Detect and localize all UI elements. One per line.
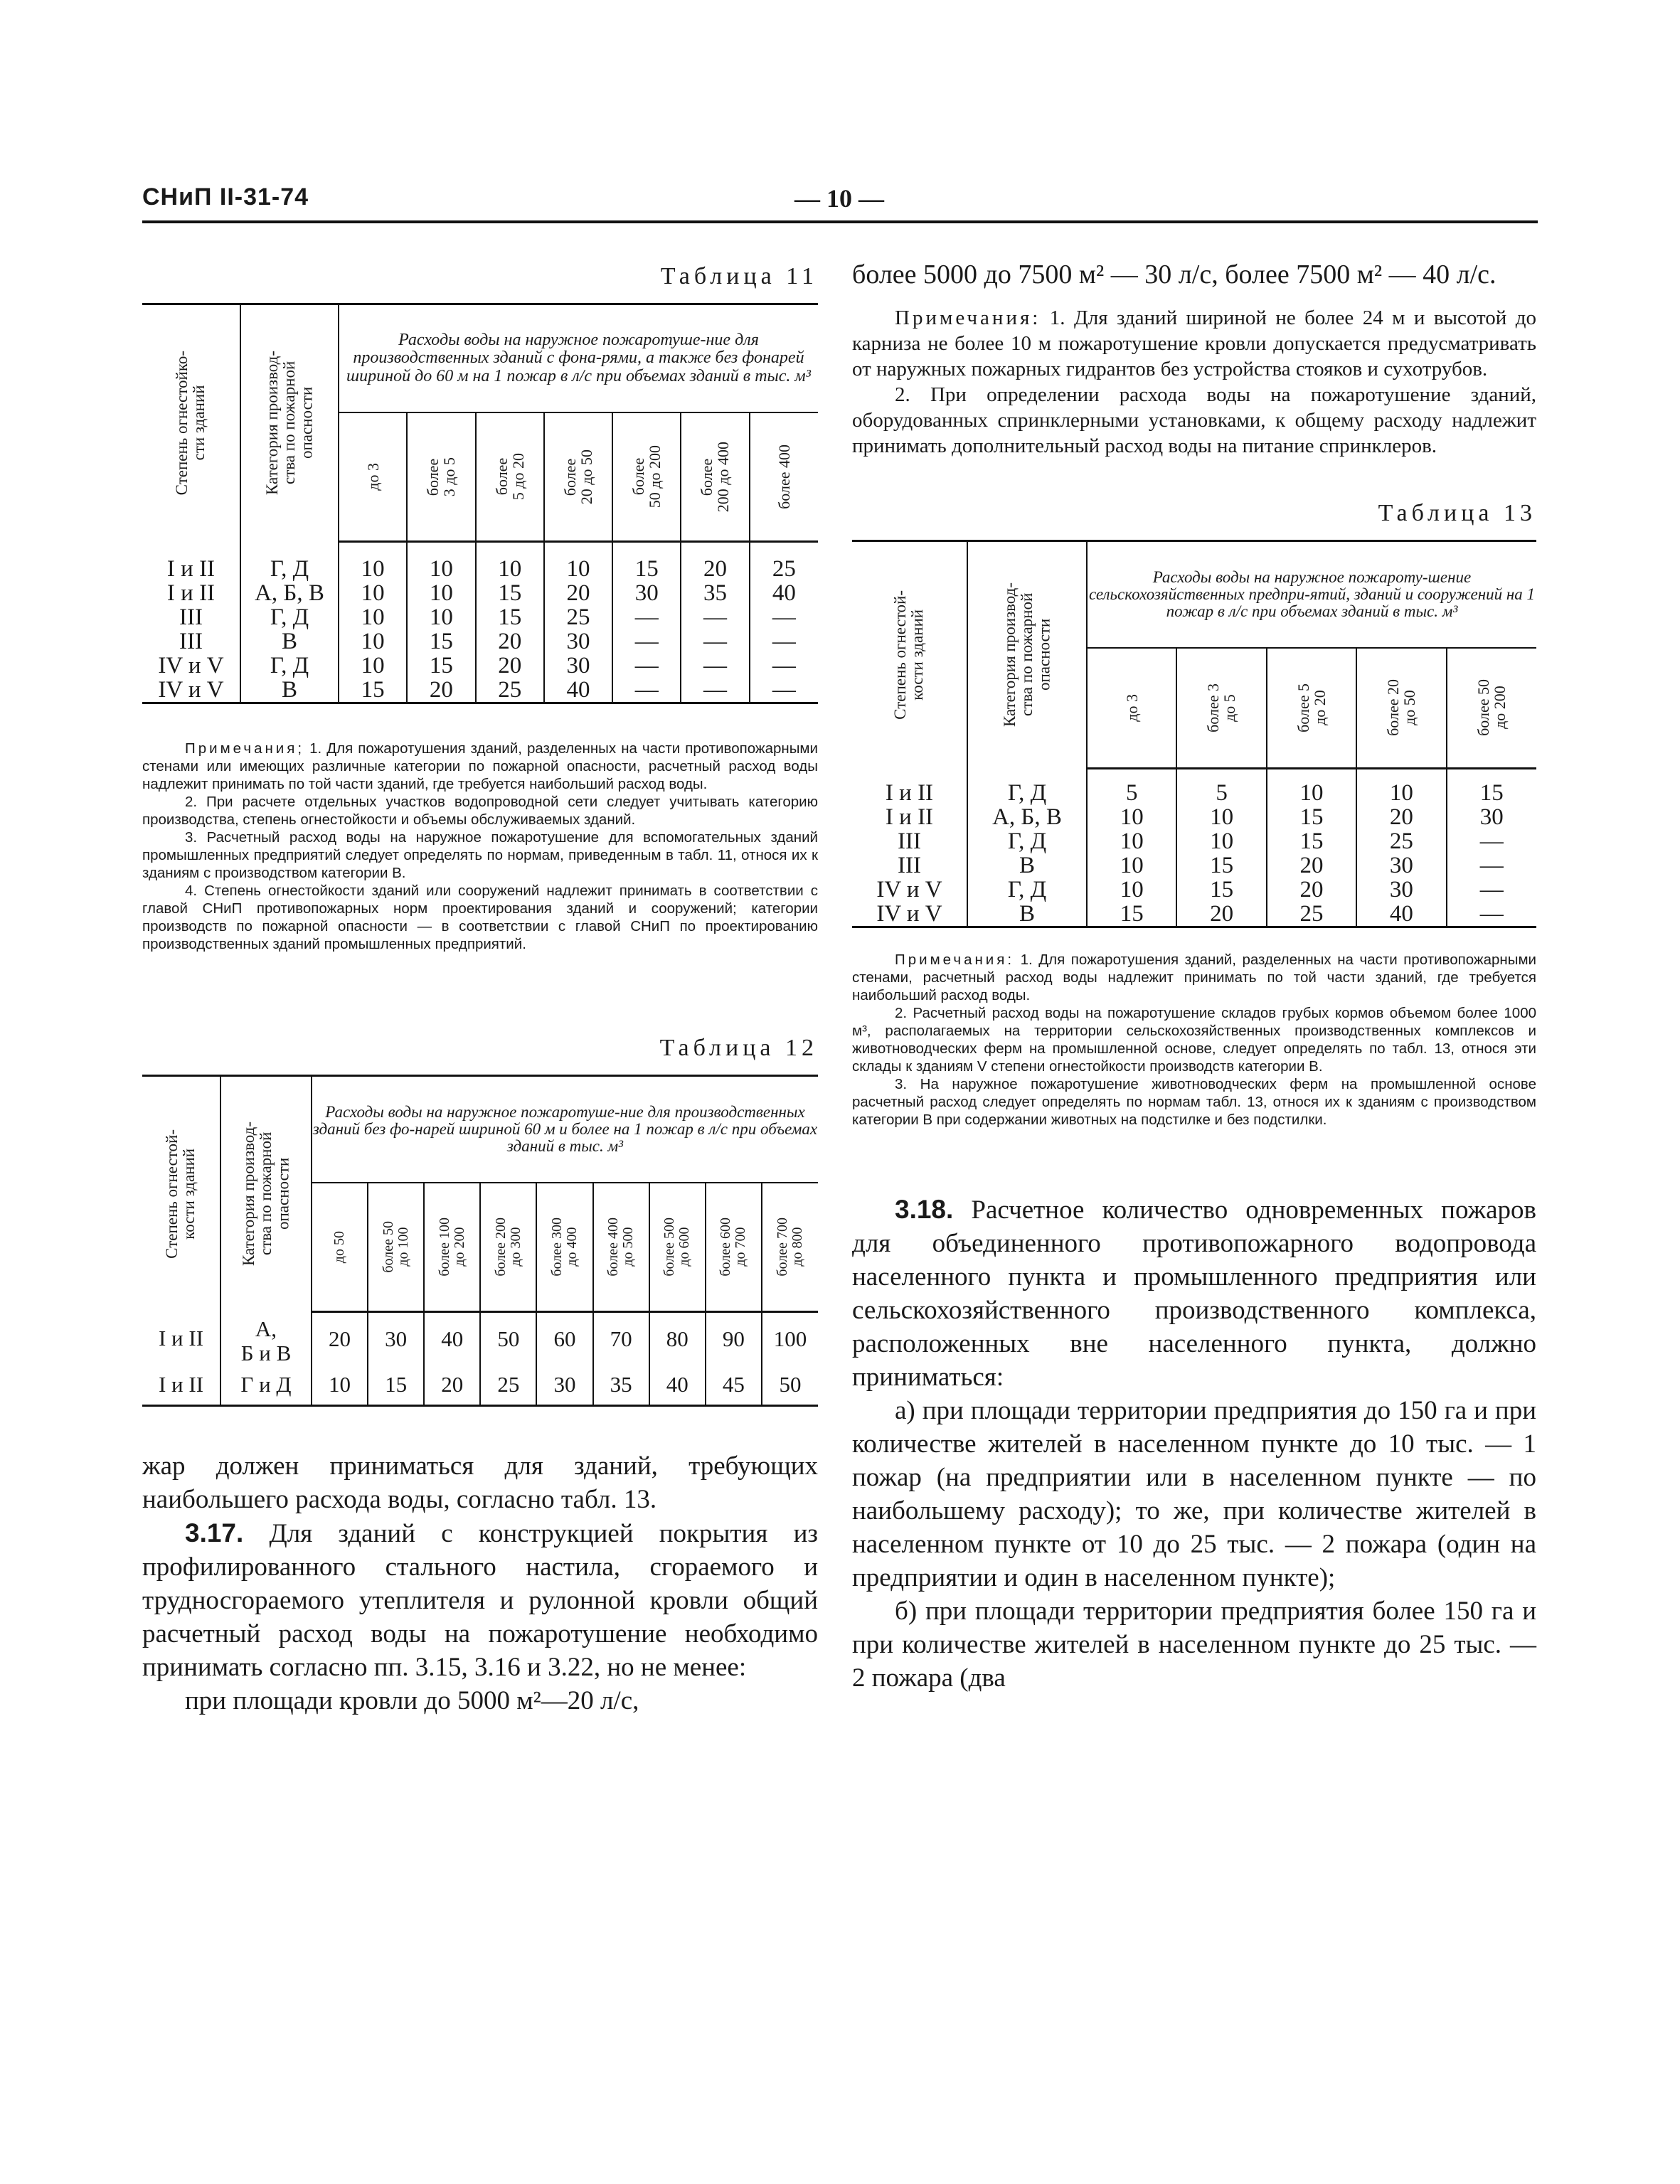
table-cell: IV и V [158, 653, 224, 678]
table-cell: А, Б, В [967, 805, 1087, 829]
table-11-caption: Таблица 11 [660, 263, 818, 289]
table-cell: 10 [1176, 805, 1266, 829]
table-cell: I и II [158, 1326, 204, 1351]
table-cell: 90 [706, 1311, 762, 1365]
table-cell: 20 [1356, 805, 1446, 829]
table-cell: 100 [762, 1311, 818, 1365]
table-11-subhead: более 5 до 20 [476, 412, 544, 541]
table-13 [852, 540, 1536, 928]
table-11-head-fire-resistance: Степень огнестойко- сти зданий [142, 304, 240, 542]
table-cell: Г, Д [240, 605, 339, 629]
table-cell: — [1447, 829, 1536, 853]
table-cell: 25 [1356, 829, 1446, 853]
table-cell: III [179, 629, 203, 654]
table-cell: 50 [762, 1365, 818, 1405]
table-cell: 30 [1447, 805, 1536, 829]
table-12-head-fire-resistance: Степень огнестой- кости зданий [142, 1076, 220, 1312]
table-cell: I и II [158, 1372, 204, 1397]
left-body-text [142, 1449, 818, 1717]
paragraph-3-17: 3.17. Для зданий с конструкцией покрытия из профилированного стального настила, сгораемого и трудносгораемого утеплителя и рулонной кровли общий расчетный расход воды на пожаротушение необходимо принимать согласно пп. 3.15, 3.16 и 3.22, но не менее: [142, 1518, 818, 1682]
table-cell: 25 [476, 678, 544, 703]
table-cell: А, Б, В [240, 581, 339, 605]
table-row [142, 629, 818, 654]
table-cell: В [240, 678, 339, 703]
table-cell: 10 [339, 629, 407, 654]
table-cell: 25 [1267, 902, 1356, 927]
table-cell: Г, Д [967, 829, 1087, 853]
table-cell: 30 [544, 654, 612, 678]
table-cell: — [612, 629, 681, 654]
paragraph: более 5000 до 7500 м² — 30 л/с, более 7500 м² — 40 л/с. [852, 260, 1496, 289]
table-cell: 15 [1267, 829, 1356, 853]
table-cell: В [967, 902, 1087, 927]
table-cell: 20 [407, 678, 475, 703]
note-item: 2. При определении расхода воды на пожаротушение зданий, оборудованных спринклерными установками, к общему расходу надлежит принимать дополнительный расход воды на питание спринклеров. [852, 383, 1536, 457]
note-item: 2. Расчетный расход воды на пожаротушение складов грубых кормов объемом более 1000 м³, располагаемых на территории сельскохозяйственных производственных комплексов и животноводческих ферм на промышленной основе, следует определять по табл. 13, относя эти склады к зданиям V степени огнестойкости производств категории В. [852, 1005, 1536, 1075]
table-cell: 10 [312, 1365, 368, 1405]
table-cell: 25 [750, 541, 818, 581]
table-cell: — [750, 629, 818, 654]
note-item: 4. Степень огнестойкости зданий или сооружений надлежит принимать в соответствии с главой СНиП противопожарных норм проектирования зданий и сооружений; категории производств по пожарной опасности — в соответствии с главой СНиП по проектированию производственных зданий промышленных предприятий. [142, 883, 818, 952]
table-cell: В [967, 853, 1087, 878]
table-cell: — [1447, 853, 1536, 878]
table-13-subhead: более 3 до 5 [1176, 648, 1266, 768]
table-12-subhead: до 50 [312, 1183, 368, 1311]
table-cell: — [750, 605, 818, 629]
table-cell: 10 [1267, 768, 1356, 805]
table-cell: I и II [166, 556, 216, 582]
notes-label: Примечания: [895, 952, 1015, 968]
note-item: 2. При расчете отдельных участков водопроводной сети следует учитывать категорию производства, степень огнестойкости и объемы обслуживаемых зданий. [142, 794, 818, 828]
table-cell: 10 [339, 605, 407, 629]
right-column [852, 257, 1536, 1695]
table-row [852, 768, 1536, 805]
table-cell: — [612, 678, 681, 703]
table-cell: — [1447, 902, 1536, 927]
table-cell: 20 [544, 581, 612, 605]
paragraph: б) при площади территории предприятия более 150 га и при количестве жителей в населенном пункте до 25 тыс. — 2 пожара (два [852, 1597, 1536, 1693]
table-cell: 20 [476, 629, 544, 654]
notes-label: Примечания: [895, 307, 1041, 329]
table-cell: IV и V [158, 677, 224, 703]
header-rule [142, 220, 1538, 223]
table-11-subhead: более 200 до 400 [681, 412, 749, 541]
table-cell: 10 [1087, 805, 1176, 829]
table-cell: 40 [544, 678, 612, 703]
table-cell: — [612, 654, 681, 678]
table-cell: 15 [476, 581, 544, 605]
table-cell: 20 [1267, 853, 1356, 878]
table-12-subhead: более 400 до 500 [593, 1183, 649, 1311]
table-cell: 15 [407, 654, 475, 678]
table-12-head-group: Расходы воды на наружное пожаротуше-ние для производственных зданий без фо-нарей шириной 60 м и более на 1 пожар в л/с при объемах зданий в тыс. м³ [312, 1076, 818, 1183]
table-cell: — [750, 654, 818, 678]
table-12 [142, 1075, 818, 1407]
table-cell: 50 [480, 1311, 536, 1365]
table-cell: Г и Д [220, 1365, 312, 1405]
table-cell: Г, Д [240, 541, 339, 581]
table-cell: — [681, 629, 749, 654]
table-cell: 15 [1176, 878, 1266, 902]
table-12-caption: Таблица 12 [659, 1035, 818, 1061]
right-top-text [852, 257, 1536, 292]
table-13-notes: Примечания: 1. Для пожаротушения зданий, разделенных на части противопожарными стенами, расчетный расход воды надлежит принимать по той части зданий, где требуется наибольший расход воды. 2. Расчетный расход воды на пожаротушение складов грубых кормов объемом более 1000 м³, располагаемых на территории сельскохозяйственных производственных комплексов и животноводческих ферм на промышленной основе, следует определять по табл. 13, относя эти склады к зданиям V степени огнестойкости производств категории В. 3. На наружное пожаротушение животноводческих ферм на промышленной основе расчетный расход следует определять по нормам табл. 13, относя их к зданиям с производством категории В при содержании животных на подстилке и без подстилки. [852, 952, 1536, 1128]
note-item: 3. Расчетный расход воды на наружное пожаротушение для вспомогательных зданий промышленных предприятий следует определять по нормам, приведенным в табл. 11, относя их к зданиям с производством категории В. [142, 829, 818, 881]
table-row [142, 654, 818, 678]
table-cell: 10 [407, 581, 475, 605]
table-cell: 15 [407, 629, 475, 654]
table-11-subhead: более 50 до 200 [612, 412, 681, 541]
table-cell: 30 [1356, 853, 1446, 878]
table-cell: 15 [368, 1365, 424, 1405]
table-cell: 20 [424, 1365, 480, 1405]
table-12-subhead: более 50 до 100 [368, 1183, 424, 1311]
table-cell: 10 [339, 541, 407, 581]
table-cell: 10 [1356, 768, 1446, 805]
table-cell: 25 [544, 605, 612, 629]
table-cell: 20 [312, 1311, 368, 1365]
page-number: — 10 — [794, 184, 884, 213]
table-cell: В [240, 629, 339, 654]
table-cell: 70 [593, 1311, 649, 1365]
table-12-subhead: более 700 до 800 [762, 1183, 818, 1311]
table-11 [142, 303, 818, 704]
table-13-head-fire-resistance: Степень огнестой- кости зданий [852, 541, 967, 769]
table-cell: 35 [593, 1365, 649, 1405]
table-13-caption: Таблица 13 [1378, 500, 1536, 526]
table-13-subhead: до 3 [1087, 648, 1176, 768]
paragraph: а) при площади территории предприятия до 150 га и при количестве жителей в населенном пункте до 10 тыс. — 1 пожар (на предприятии или в населенном пункте — по наибольшему расходу); то же, при количестве жителей в населенном пункте от 10 до 25 тыс. — 2 пожара (один на предприятии и один в населенном пункте); [852, 1396, 1536, 1592]
table-11-subhead: более 3 до 5 [407, 412, 475, 541]
table-cell: — [612, 605, 681, 629]
left-column [142, 263, 818, 1717]
table-cell: — [681, 605, 749, 629]
table-cell: I и II [885, 804, 934, 830]
table-row [852, 829, 1536, 853]
table-cell: 5 [1087, 768, 1176, 805]
table-cell: 15 [339, 678, 407, 703]
table-cell: — [1447, 878, 1536, 902]
table-cell: 20 [681, 541, 749, 581]
page-header [142, 183, 1536, 226]
table-cell: 20 [476, 654, 544, 678]
table-row [142, 1365, 818, 1405]
table-cell: 20 [1267, 878, 1356, 902]
table-cell: 80 [649, 1311, 706, 1365]
table-13-subhead: более 5 до 20 [1267, 648, 1356, 768]
table-cell: 10 [407, 605, 475, 629]
table-row [852, 902, 1536, 927]
table-cell: Г, Д [967, 878, 1087, 902]
table-cell: 45 [706, 1365, 762, 1405]
table-cell: 30 [536, 1365, 592, 1405]
table-cell: 35 [681, 581, 749, 605]
table-cell: 25 [480, 1365, 536, 1405]
table-cell: 10 [1087, 878, 1176, 902]
table-cell: 40 [1356, 902, 1446, 927]
table-cell: 15 [1447, 768, 1536, 805]
table-11-subhead: более 20 до 50 [544, 412, 612, 541]
table-cell: 10 [339, 581, 407, 605]
table-cell: 30 [1356, 878, 1446, 902]
table-11-subhead: до 3 [339, 412, 407, 541]
section-3-18 [852, 1193, 1536, 1695]
table-12-head-category: Категория производ- ства по пожарной опасности [220, 1076, 312, 1312]
table-row [142, 541, 818, 581]
table-cell: 10 [544, 541, 612, 581]
paragraph: жар должен приниматься для зданий, требующих наибольшего расхода воды, согласно табл. 13. [142, 1451, 818, 1514]
table-cell: Г, Д [967, 768, 1087, 805]
table-cell: 15 [1267, 805, 1356, 829]
table-cell: — [750, 678, 818, 703]
table-cell: — [681, 678, 749, 703]
table-row [852, 805, 1536, 829]
table-cell: 10 [1087, 853, 1176, 878]
table-row [142, 678, 818, 703]
table-cell: 15 [612, 541, 681, 581]
table-11-head-group: Расходы воды на наружное пожаротуше-ние для производственных зданий с фона-рями, а также без фонарей шириной до 60 м на 1 пожар в л/с при объемах зданий в тыс. м³ [339, 304, 818, 413]
table-cell: 20 [1176, 902, 1266, 927]
table-cell: 40 [424, 1311, 480, 1365]
table-cell: 10 [1087, 829, 1176, 853]
table-cell: IV и V [876, 901, 942, 927]
table-cell: III [179, 604, 203, 630]
table-13-head-category: Категория производ- ства по пожарной опасности [967, 541, 1087, 769]
table-12-subhead: более 600 до 700 [706, 1183, 762, 1311]
table-cell: 10 [339, 654, 407, 678]
table-12-subhead: более 500 до 600 [649, 1183, 706, 1311]
right-notes: Примечания: 1. Для зданий шириной не более 24 м и высотой до карниза не более 10 м пожаротушение кровли допускается предусматривать от наружных пожарных гидрантов без устройства стояков и сухотрубов. 2. При определении расхода воды на пожаротушение зданий, оборудованных спринклерными установками, к общему расходу надлежит принимать дополнительный расход воды на питание спринклеров. [852, 307, 1536, 457]
table-cell: 15 [1087, 902, 1176, 927]
notes-label: Примечания; [185, 740, 305, 757]
table-cell: 15 [1176, 853, 1266, 878]
table-cell: 40 [649, 1365, 706, 1405]
table-cell: Г, Д [240, 654, 339, 678]
table-cell: I и II [885, 780, 934, 806]
table-row [142, 605, 818, 629]
table-cell: III [898, 853, 921, 878]
table-row [852, 878, 1536, 902]
table-row [852, 853, 1536, 878]
table-cell: 5 [1176, 768, 1266, 805]
table-cell: 60 [536, 1311, 592, 1365]
table-12-subhead: более 300 до 400 [536, 1183, 592, 1311]
table-cell: 30 [544, 629, 612, 654]
table-13-head-group: Расходы воды на наружное пожароту-шение сельскохозяйственных предпри-ятий, зданий и сооружений на 1 пожар в л/с при объемах зданий в тыс. м³ [1087, 541, 1536, 649]
table-11-subhead: более 400 [750, 412, 818, 541]
table-12-subhead: более 100 до 200 [424, 1183, 480, 1311]
paragraph: при площади кровли до 5000 м²—20 л/с, [185, 1685, 639, 1715]
table-cell: А, Б и В [220, 1311, 312, 1365]
table-13-subhead: более 20 до 50 [1356, 648, 1446, 768]
table-row [142, 581, 818, 605]
document-code: СНиП II-31-74 [142, 183, 309, 211]
table-cell: III [898, 829, 921, 854]
note-item: 3. На наружное пожаротушение животноводческих ферм на промышленной основе расчетный расход следует определять по нормам табл. 13, относя их к зданиям с производством категории В при содержании животных на подстилке и без подстилки. [852, 1076, 1536, 1128]
table-13-subhead: более 50 до 200 [1447, 648, 1536, 768]
table-cell: I и II [166, 580, 216, 606]
table-cell: IV и V [876, 877, 942, 902]
table-cell: 10 [476, 541, 544, 581]
paragraph-3-18: 3.18. Расчетное количество одновременных пожаров для объединенного противопожарного водопровода населенного пункта и промышленного предприятия или сельскохозяйственного производственного комплекса, расположенных вне населенного пункта, должно приниматься: [852, 1195, 1536, 1392]
table-11-notes: Примечания; 1. Для пожаротушения зданий, разделенных на части противопожарными стенами или имеющих различные категории по пожарной опасности, расчетный расход воды надлежит принимать по той части зданий, где требуется наибольший расход воды. 2. При расчете отдельных участков водопроводной сети следует учитывать категорию производства, степень огнестойкости и объемы обслуживаемых зданий. 3. Расчетный расход воды на наружное пожаротушение для вспомогательных зданий промышленных предприятий следует определять по нормам, приведенным в табл. 11, относя их к зданиям с производством категории В. 4. Степень огнестойкости зданий или сооружений надлежит принимать в соответствии с главой СНиП противопожарных норм проектирования зданий и сооружений; категории производств по пожарной опасности — в соответствии с главой СНиП по проектированию производственных зданий промышленных предприятий. [142, 740, 818, 952]
table-cell: 10 [407, 541, 475, 581]
table-cell: 30 [612, 581, 681, 605]
table-cell: — [681, 654, 749, 678]
table-cell: 40 [750, 581, 818, 605]
table-cell: 10 [1176, 829, 1266, 853]
table-cell: 15 [476, 605, 544, 629]
table-12-subhead: более 200 до 300 [480, 1183, 536, 1311]
table-11-head-category: Категория производ- ства по пожарной опасности [240, 304, 339, 542]
table-cell: 30 [368, 1311, 424, 1365]
table-row [142, 1311, 818, 1365]
